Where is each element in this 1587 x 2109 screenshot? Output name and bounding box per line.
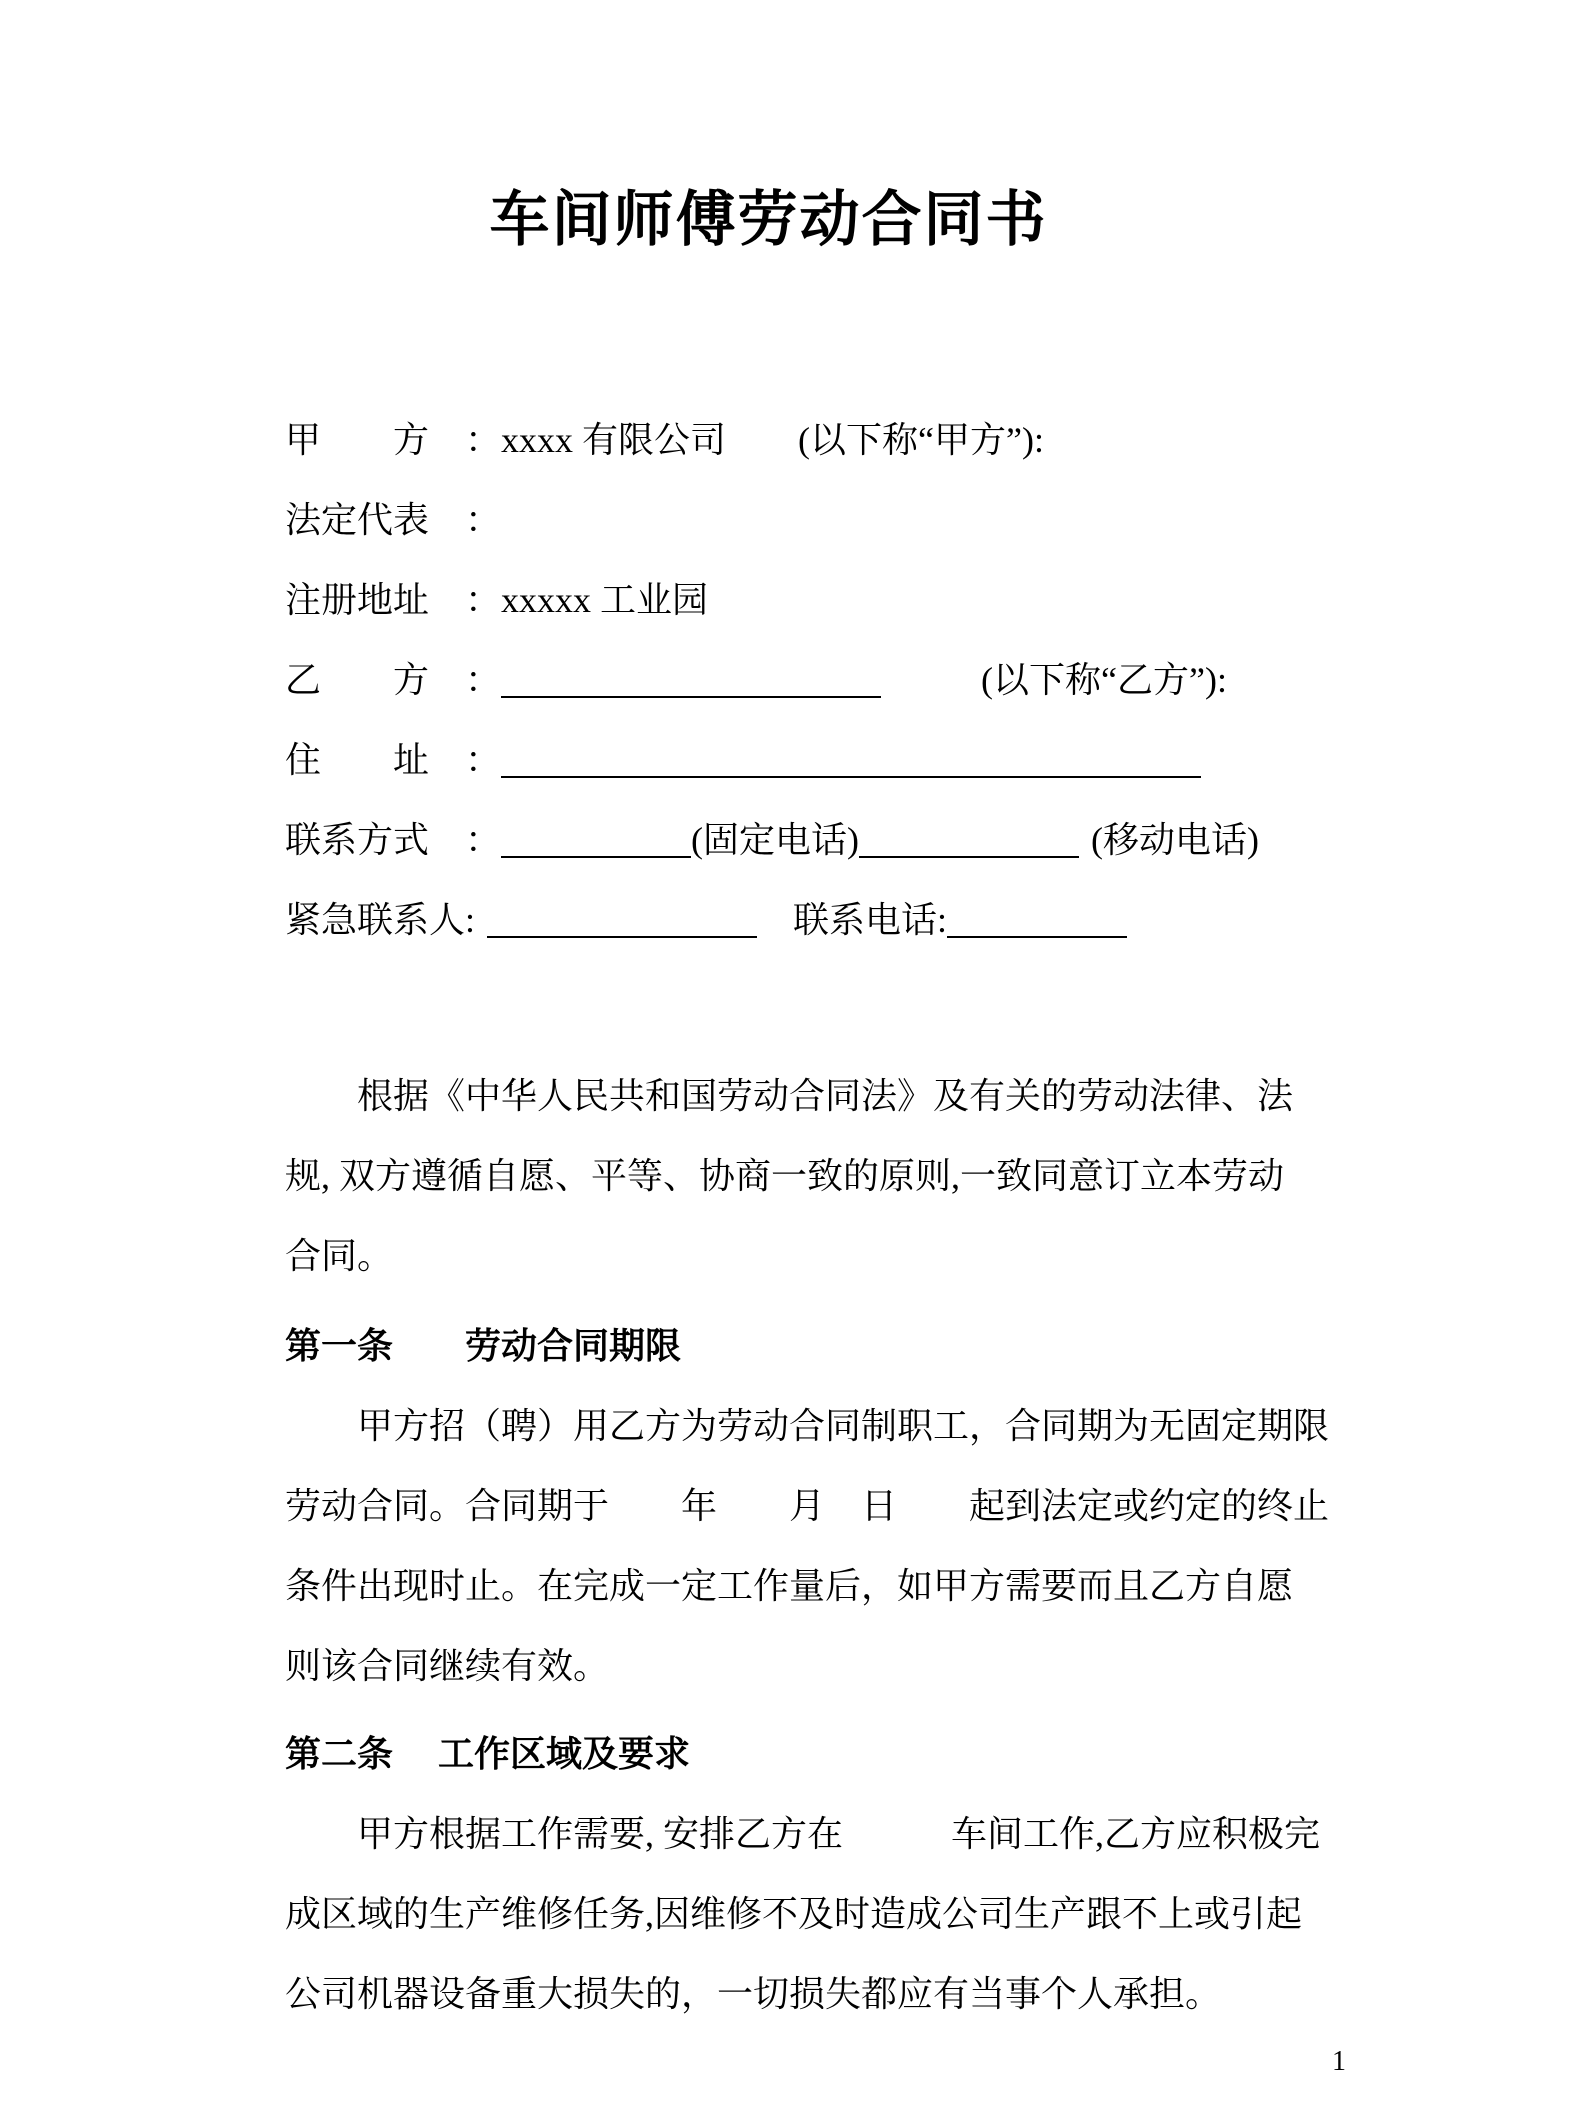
article-1-heading: 第一条 劳动合同期限: [285, 1326, 682, 1366]
party-b-label: 乙 方 ：: [285, 660, 502, 700]
registered-address-label: 注册地址 ：: [285, 580, 502, 620]
emergency-contact-name-blank[interactable]: [487, 924, 757, 938]
legal-representative-label: 法定代表 ：: [285, 500, 502, 540]
page-number: 1: [1332, 2046, 1346, 2077]
contact-line: [285, 800, 1362, 880]
party-a-alias-note: (以下称“甲方”):: [798, 420, 1044, 460]
article-1-line: 则该合同继续有效。: [285, 1646, 610, 1686]
article-1-line: 劳动合同。合同期于 年 月 日 起到法定或约定的终止: [285, 1486, 1330, 1526]
fixed-phone-note: (固定电话): [691, 820, 859, 860]
home-address-label: 住 址 ：: [285, 740, 502, 780]
article-2-line: 甲方根据工作需要, 安排乙方在 车间工作,乙方应积极完: [357, 1814, 1321, 1854]
emergency-contact-line: [285, 880, 1362, 960]
emergency-phone-label: 联系电话:: [793, 900, 948, 940]
page-content: [285, 0, 1362, 2034]
article-1-line: 条件出现时止。在完成一定工作量后，如甲方需要而且乙方自愿: [285, 1566, 1294, 1606]
preamble-line: 根据《中华人民共和国劳动合同法》及有关的劳动法律、法: [357, 1076, 1294, 1116]
home-address-blank[interactable]: [501, 764, 1201, 778]
party-b-alias-note: (以下称“乙方”):: [981, 660, 1227, 700]
preamble-line: 合同。: [285, 1236, 394, 1276]
fixed-phone-blank[interactable]: [501, 844, 691, 858]
contact-label: 联系方式 ：: [285, 820, 502, 860]
article-1: [285, 1306, 1362, 1706]
mobile-phone-note: (移动电话): [1091, 820, 1259, 860]
emergency-contact-label: 紧急联系人:: [285, 900, 476, 940]
article-2-line: 成区域的生产维修任务,因维修不及时造成公司生产跟不上或引起: [285, 1894, 1303, 1934]
party-b-name-blank[interactable]: [501, 684, 881, 698]
mobile-phone-blank[interactable]: [859, 844, 1079, 858]
party-a-value: xxxx 有限公司: [501, 420, 727, 460]
emergency-phone-blank[interactable]: [947, 924, 1127, 938]
article-2: [285, 1714, 1362, 2034]
preamble-line: 规, 双方遵循自愿、平等、协商一致的原则,一致同意订立本劳动: [285, 1156, 1285, 1196]
registered-address-line: [285, 560, 1362, 640]
article-2-heading: 第二条 工作区域及要求: [285, 1734, 691, 1774]
party-a-label: 甲 方 ：: [285, 420, 502, 460]
article-1-line: 甲方招（聘）用乙方为劳动合同制职工，合同期为无固定期限: [357, 1406, 1330, 1446]
party-info-block: [285, 400, 1362, 960]
party-a-line: [285, 400, 1362, 480]
home-address-line: [285, 720, 1362, 800]
party-b-line: [285, 640, 1362, 720]
article-2-line: 公司机器设备重大损失的，一切损失都应有当事个人承担。: [285, 1974, 1222, 2014]
document-title: 车间师傅劳动合同书: [489, 187, 1048, 253]
legal-representative-line: [285, 480, 1362, 560]
preamble-paragraph: [285, 1056, 1362, 1296]
registered-address-value: xxxxx 工业园: [501, 580, 709, 620]
